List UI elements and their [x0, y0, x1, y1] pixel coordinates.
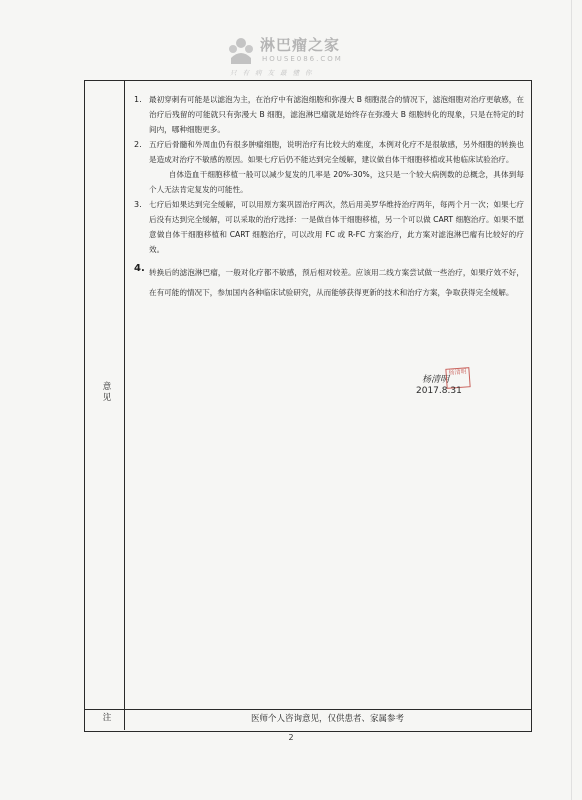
signature-date: 2017.8.31 [416, 386, 462, 396]
item-text: 五疗后骨髓和外周血仍有很多肿瘤细胞，说明治疗有比较大的难度，本例对化疗不是很敏感，另外细胞的转换也是造成对治疗不敏感的原因。如果七疗后仍不能达到完全缓解，建议做自体干细胞移植或其他临床试验治疗。 [149, 140, 524, 164]
table-divider-vertical [124, 80, 125, 730]
item-text-continued: 自体造血干细胞移植一般可以减少复发的几率是 20%-30%，这只是一个较大病例数的总概念，具体到每个人无法肯定复发的可能性。 [149, 170, 524, 194]
item-text: 最初穿刺有可能是以滤泡为主，在治疗中有滤泡细胞和弥漫大 B 细胞混合的情况下，滤泡细胞对治疗更敏感，在治疗后残留的可能就只有弥漫大 B 细胞，滤泡淋巴瘤就是始终存在弥漫大 B 细胞转化的现象，只是在特定的时间内，哪种细胞更多。 [149, 95, 524, 134]
table-divider-horizontal [84, 709, 531, 710]
scan-edge [571, 0, 582, 800]
watermark-title: 淋巴瘤之家 [260, 36, 341, 54]
list-item: 4. 转换后的滤泡淋巴瘤，一般对化疗都不敏感，预后相对较差。应该用二线方案尝试做一些治疗，如果疗效不好，在有可能的情况下，参加国内各种临床试验研究，从而能够获得更新的技术和治疗方案，争取获得完全缓解。 [132, 263, 524, 303]
list-item: 2. 五疗后骨髓和外周血仍有很多肿瘤细胞，说明治疗有比较大的难度，本例对化疗不是很敏感，另外细胞的转换也是造成对治疗不敏感的原因。如果七疗后仍不能达到完全缓解，建议做自体干细胞移植或其他临床试验治疗。 自体造血干细胞移植一般可以减少复发的几率是 20%-30%，这只是一个较大病例数的总概念，具体到每个人无法肯定复发的可能性。 [132, 137, 524, 197]
red-seal-stamp: 杨清明 [445, 367, 470, 389]
house-logo-icon [226, 36, 256, 66]
page-number: 2 [288, 733, 294, 742]
watermark [226, 34, 366, 82]
note-label: 注 [102, 713, 112, 723]
list-item: 3. 七疗后如果达到完全缓解，可以用原方案巩固治疗两次，然后用美罗华维持治疗两年，每两个月一次；如果七疗后没有达到完全缓解，可以采取的治疗选择：一是做自体干细胞移植，另一个可以做 CART 细胞治疗。如果不愿意做自体干细胞移植和 CART 细胞治疗，可以改用 FC 或 R-FC 方案治疗，此方案对滤泡淋巴瘤有比较好的疗效。 [132, 197, 524, 257]
doctor-signature [408, 368, 478, 408]
signature-name: 杨清明 [422, 375, 450, 385]
note-text: 医师个人咨询意见，仅供患者、家属参考 [250, 714, 404, 724]
item-text: 七疗后如果达到完全缓解，可以用原方案巩固治疗两次，然后用美罗华维持治疗两年，每两个月一次；如果七疗后没有达到完全缓解，可以采取的治疗选择：一是做自体干细胞移植，另一个可以做 CART 细胞治疗。如果不愿意做自体干细胞移植和 CART 细胞治疗，可以改用 FC 或 R-FC 方案治疗，此方案对滤泡淋巴瘤有比较好的疗效。 [149, 200, 524, 254]
watermark-url: HOUSE086.COM [262, 55, 343, 63]
opinion-content [132, 92, 524, 303]
list-item: 1. 最初穿刺有可能是以滤泡为主，在治疗中有滤泡细胞和弥漫大 B 细胞混合的情况下，滤泡细胞对治疗更敏感，在治疗后残留的可能就只有弥漫大 B 细胞，滤泡淋巴瘤就是始终存在弥漫大 B 细胞转化的现象，只是在特定的时间内，哪种细胞更多。 [132, 92, 524, 137]
opinion-label: 意见 [102, 382, 112, 403]
watermark-slogan: 只有病友最懂你 [230, 69, 318, 77]
item-text: 转换后的滤泡淋巴瘤，一般对化疗都不敏感，预后相对较差。应该用二线方案尝试做一些治疗，如果疗效不好，在有可能的情况下，参加国内各种临床试验研究，从而能够获得更新的技术和治疗方案，争取获得完全缓解。 [149, 268, 524, 297]
